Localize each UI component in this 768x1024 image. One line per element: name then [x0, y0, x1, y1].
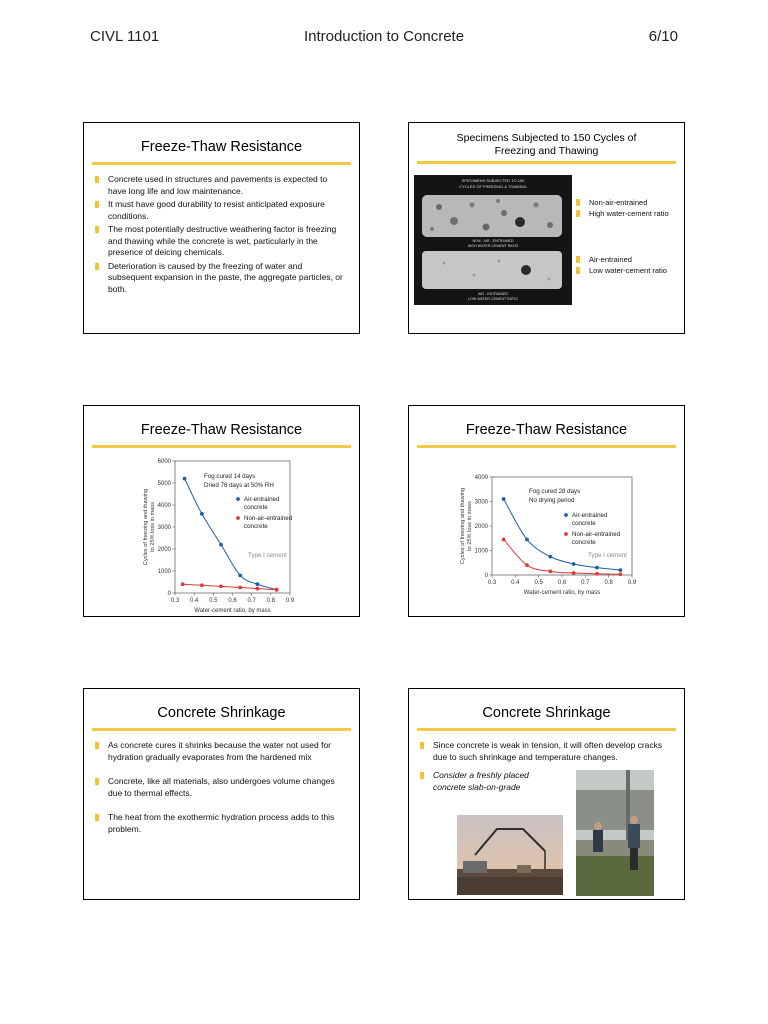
data-point	[200, 512, 204, 516]
data-point	[618, 568, 622, 572]
data-point	[200, 583, 204, 587]
slide-title	[409, 132, 684, 158]
x-tick-label: 0.7	[581, 580, 590, 586]
data-point	[618, 572, 622, 576]
legend-label: Air-entrained	[572, 512, 608, 519]
page-number: 6/10	[648, 28, 678, 45]
data-point	[525, 563, 529, 567]
x-tick-label: 0.3	[487, 580, 497, 586]
slide-title: Freeze-Thaw Resistance	[465, 422, 628, 438]
x-tick-label: 0.6	[228, 598, 237, 604]
data-point	[525, 538, 529, 542]
data-point	[502, 538, 506, 542]
bullet-item: The most potentially destructive weathering factor is freezing and thawing while the concrete is wet, particularly in the presence of deicing chemicals.	[94, 224, 346, 259]
slide-3	[83, 405, 360, 617]
chart-annotation: No drying period	[529, 497, 575, 504]
bullet-item: The heat from the exothermic hydration process adds to this problem.	[94, 812, 346, 835]
slide-title-line: Specimens Subjected to 150 Cycles of	[456, 132, 637, 144]
photo-label: NON - AIR - ENTRAINED	[472, 239, 514, 243]
title-rule	[417, 161, 676, 164]
legend-list-top	[575, 197, 683, 219]
x-tick-label: 0.8	[604, 580, 613, 586]
y-tick-label: 6000	[157, 459, 171, 465]
title-rule	[417, 728, 676, 731]
photo-label: HIGH WATER-CEMENT RATIO	[467, 244, 519, 248]
y-tick-label: 2000	[474, 524, 488, 530]
chart-freeze-thaw-14-days	[84, 450, 360, 617]
data-point	[181, 582, 185, 586]
slide-6	[408, 688, 685, 900]
legend-marker	[236, 497, 240, 501]
data-point	[548, 555, 552, 559]
y-tick-label: 2000	[157, 547, 171, 553]
x-axis-label: Water-cement ratio, by mass	[523, 590, 601, 596]
y-axis-label: to 25% loss in mass	[150, 502, 156, 552]
data-point	[572, 562, 576, 566]
bullet-item: Deterioration is caused by the freezing of water and subsequent expansion in the paste, the aggregate particles, or both.	[94, 261, 346, 296]
y-tick-label: 4000	[157, 503, 171, 509]
x-tick-label: 0.5	[209, 598, 218, 604]
data-point	[256, 582, 260, 586]
chart-annotation: Dried 76 days at 50% RH	[204, 482, 274, 489]
y-tick-label: 1000	[157, 569, 171, 575]
slide-4	[408, 405, 685, 617]
bullet-list	[94, 174, 346, 295]
specimens-photo	[414, 175, 572, 305]
x-tick-label: 0.4	[189, 598, 199, 604]
data-point	[548, 569, 552, 573]
legend-marker	[564, 532, 568, 536]
title-rule	[92, 162, 351, 165]
legend-item: High water-cement ratio	[575, 208, 683, 219]
y-tick-label: 4000	[474, 475, 488, 481]
series-line	[183, 584, 277, 590]
data-point	[238, 586, 242, 590]
legend-label: Non-air-entrained	[572, 531, 621, 538]
y-axis-label: Cycles of freezing and thawing	[143, 488, 149, 566]
y-axis-label: Cycles of freezing and thawing	[460, 487, 466, 565]
cement-type-note: Type I cement	[248, 552, 287, 559]
slide-title-line: Freezing and Thawing	[494, 145, 599, 157]
x-tick-label: 0.4	[511, 580, 520, 586]
x-tick-label: 0.5	[534, 580, 543, 586]
y-tick-label: 3000	[157, 525, 171, 531]
chart-annotation: Fog cured 28 days	[529, 488, 581, 495]
photo-caption: SPECIMENS SUBJECTED TO 150	[461, 178, 525, 183]
bullet-item: Since concrete is weak in tension, it will often develop cracks due to such shrinkage and temperature changes.	[419, 740, 677, 763]
bullet-item: It must have good durability to resist anticipated exposure conditions.	[94, 199, 346, 222]
x-tick-label: 0.9	[627, 580, 637, 586]
legend-item: Air-entrained	[575, 254, 683, 265]
data-point	[275, 588, 279, 592]
legend-label: concrete	[572, 520, 596, 527]
course-code: CIVL 1101	[90, 28, 160, 45]
legend-marker	[564, 513, 568, 517]
data-point	[572, 571, 576, 575]
y-tick-label: 1000	[474, 548, 488, 555]
data-point	[502, 497, 506, 501]
legend-label: concrete	[572, 539, 596, 546]
data-point	[238, 574, 242, 578]
bullet-item: Concrete used in structures and pavements is expected to have long life and low maintenance.	[94, 174, 346, 197]
data-point	[595, 572, 599, 576]
data-point	[256, 587, 260, 591]
italic-line: Consider a freshly placed	[433, 770, 529, 780]
italic-line: concrete slab-on-grade	[433, 781, 521, 792]
slide-title: Concrete Shrinkage	[482, 705, 611, 721]
title-rule	[417, 445, 676, 448]
x-tick-label: 0.9	[285, 598, 295, 604]
data-point	[183, 477, 187, 481]
title-rule	[92, 445, 351, 448]
legend-item: Non-air-entrained	[575, 197, 683, 208]
x-tick-label: 0.6	[557, 580, 567, 586]
legend-marker	[236, 516, 240, 520]
slide-1	[83, 122, 360, 334]
legend-item: Low water-cement ratio	[575, 265, 683, 276]
legend-label: Air-entrained	[244, 496, 280, 503]
workers-photo	[576, 770, 654, 896]
slide-2	[408, 122, 685, 334]
bullet-item: As concrete cures it shrinks because the water not used for hydration gradually evaporates from the hardened mix	[94, 740, 346, 763]
y-axis-label: to 25% loss in mass	[467, 501, 473, 551]
x-tick-label: 0.7	[247, 598, 256, 604]
data-point	[595, 566, 599, 570]
data-point	[219, 543, 223, 547]
slide-5	[83, 688, 360, 900]
x-axis-label: Water-cement ratio, by mass	[194, 608, 271, 614]
bullet-list	[94, 740, 346, 835]
x-tick-label: 0.8	[266, 598, 276, 604]
data-point	[219, 585, 223, 589]
photo-label: AIR - ENTRAINED	[478, 292, 508, 296]
legend-label: concrete	[244, 504, 268, 511]
x-tick-label: 0.3	[170, 598, 180, 604]
y-tick-label: 0	[484, 573, 488, 579]
slide-title: Freeze-Thaw Resistance	[140, 139, 303, 155]
legend-list-bottom	[575, 254, 683, 276]
y-tick-label: 3000	[474, 499, 488, 506]
document-title: Introduction to Concrete	[303, 28, 465, 45]
legend-label: Non-air-entrained	[244, 515, 293, 522]
bullet-item: Concrete, like all materials, also undergoes volume changes due to thermal effects.	[94, 776, 346, 799]
cement-type-note: Type I cement	[588, 552, 627, 559]
chart-annotation: Fog cured 14 days	[204, 473, 256, 480]
legend-label: concrete	[244, 523, 268, 530]
y-tick-label: 0	[167, 591, 171, 597]
photo-label: LOW WATER-CEMENT RATIO	[468, 297, 518, 301]
photo-caption: CYCLES OF FREEZING & THAWING	[459, 184, 527, 189]
plot-frame	[175, 461, 290, 593]
slide-title: Freeze-Thaw Resistance	[140, 422, 303, 438]
slide-title: Concrete Shrinkage	[157, 705, 286, 721]
title-rule	[92, 728, 351, 731]
chart-freeze-thaw-28-days	[409, 450, 685, 617]
concrete-pump-photo	[457, 815, 563, 895]
y-tick-label: 5000	[157, 481, 171, 487]
